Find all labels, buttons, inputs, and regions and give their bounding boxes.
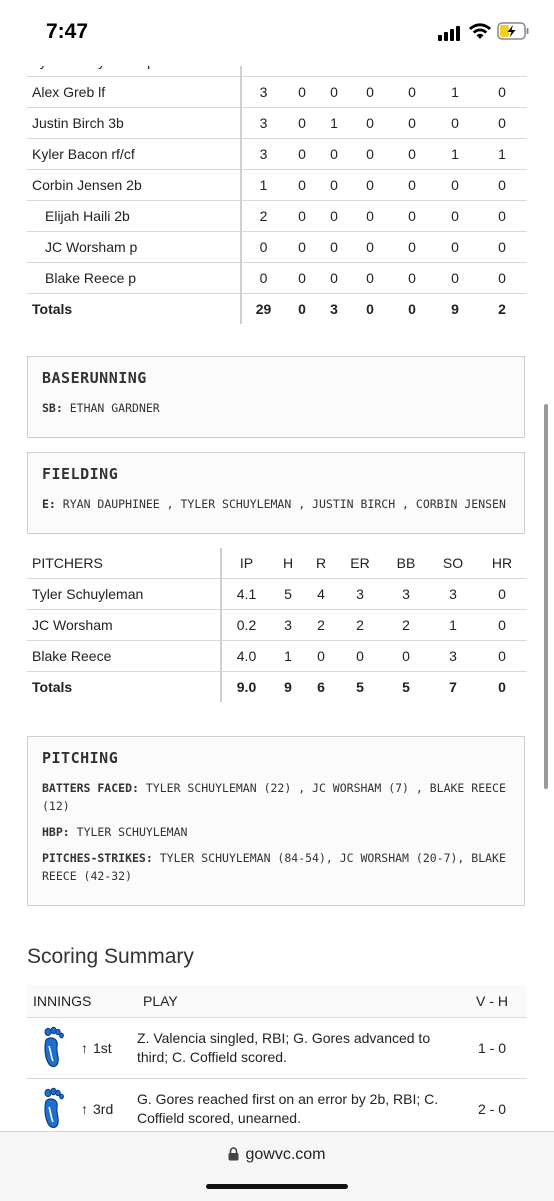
- column-header: R: [305, 548, 337, 579]
- batters-faced-label: BATTERS FACED:: [42, 781, 139, 795]
- stat-cell: 0: [391, 201, 433, 232]
- stat-cell: 3: [241, 108, 285, 139]
- player-name[interactable]: Kyler Bacon rf/cf: [27, 139, 241, 170]
- total-cell: 3: [330, 301, 338, 317]
- stat-cell: 0: [319, 77, 349, 108]
- stat-cell: 0: [477, 108, 527, 139]
- innings-header: INNINGS: [33, 993, 92, 1009]
- play-description: Z. Valencia singled, RBI; G. Gores advanced to third; C. Coffield scored.: [137, 1030, 431, 1065]
- stat-cell: 0: [349, 139, 391, 170]
- stat-cell: 3: [429, 579, 477, 610]
- total-cell: 0: [408, 301, 416, 317]
- stat-cell: 4.0: [221, 641, 271, 672]
- errors-text: RYAN DAUPHINEE , TYLER SCHUYLEMAN , JUSTIN BIRCH , CORBIN JENSEN: [62, 497, 506, 511]
- url-text: gowvc.com: [245, 1146, 326, 1163]
- stat-cell: 0: [391, 232, 433, 263]
- fielding-box: [27, 452, 525, 534]
- stat-cell: 0: [477, 170, 527, 201]
- batting-row: [27, 201, 527, 232]
- stat-cell: 2: [305, 610, 337, 641]
- errors-label: E:: [42, 497, 56, 511]
- stat-cell: 0: [285, 232, 319, 263]
- stat-cell: 0: [349, 77, 391, 108]
- pitching-box: [27, 736, 525, 906]
- totals-label: Totals: [27, 294, 241, 325]
- stat-cell: 0: [477, 263, 527, 294]
- browser-address-bar[interactable]: [0, 1131, 554, 1201]
- total-cell: 7: [449, 679, 457, 695]
- stat-cell: 0: [433, 232, 477, 263]
- total-cell: 5: [356, 679, 364, 695]
- scoring-summary-title: Scoring Summary: [27, 945, 194, 968]
- player-name[interactable]: Alex Greb lf: [27, 77, 241, 108]
- wifi-icon: [468, 22, 492, 40]
- inning-cell: [81, 1101, 137, 1117]
- stat-cell: 0: [319, 201, 349, 232]
- pitches-strikes-label: PITCHES-STRIKES:: [42, 851, 153, 865]
- stat-cell: 0: [477, 579, 527, 610]
- total-cell: 9: [451, 301, 459, 317]
- column-header: PITCHERS: [27, 548, 221, 579]
- fielding-title: FIELDING: [42, 465, 119, 483]
- fielding-line: [42, 495, 510, 513]
- stat-cell: 3: [241, 139, 285, 170]
- stat-cell: 0: [241, 232, 285, 263]
- stat-cell: 0.2: [221, 610, 271, 641]
- stat-cell: 0: [319, 232, 349, 263]
- status-time: 7:47: [46, 20, 89, 43]
- inning-label: 3rd: [93, 1101, 114, 1117]
- column-header: IP: [221, 548, 271, 579]
- baserunning-line: [42, 399, 510, 417]
- total-cell: 0: [366, 301, 374, 317]
- running-score: 2 - 0: [477, 1101, 506, 1117]
- total-cell: 6: [317, 679, 325, 695]
- scoring-row: [27, 1018, 527, 1079]
- stat-cell: 0: [349, 263, 391, 294]
- hbp-line: [42, 823, 510, 841]
- batters-faced-line: [42, 779, 510, 815]
- stat-cell: 0: [433, 108, 477, 139]
- stat-cell: 0: [391, 108, 433, 139]
- player-name[interactable]: Justin Birch 3b: [27, 108, 241, 139]
- pitcher-name[interactable]: JC Worsham: [27, 610, 221, 641]
- pitches-strikes-text: TYLER SCHUYLEMAN (84-54), JC WORSHAM (20-7), BLAKE REECE (42-32): [42, 851, 506, 883]
- stat-cell: 1: [433, 139, 477, 170]
- stat-cell: 0: [305, 641, 337, 672]
- pitching-title: PITCHING: [42, 749, 119, 767]
- batting-row: [27, 139, 527, 170]
- baserunning-title: BASERUNNING: [42, 369, 147, 387]
- pitchers-totals-row: [27, 672, 527, 703]
- total-cell: 9.0: [236, 679, 257, 695]
- pitchers-table: [27, 548, 527, 702]
- stat-cell: 0: [433, 201, 477, 232]
- stat-cell: 3: [429, 641, 477, 672]
- column-header: BB: [383, 548, 429, 579]
- batting-table: [27, 46, 527, 324]
- stat-cell: 0: [319, 170, 349, 201]
- stat-cell: 0: [391, 77, 433, 108]
- team-logo-footprint-icon: [27, 1026, 81, 1071]
- stat-cell: 0: [285, 77, 319, 108]
- stat-cell: 0: [383, 641, 429, 672]
- play-description: G. Gores reached first on an error by 2b, RBI; C. Coffield scored, unearned.: [137, 1091, 439, 1126]
- stat-cell: 0: [349, 201, 391, 232]
- stat-cell: 2: [337, 610, 383, 641]
- total-cell: 0: [298, 301, 306, 317]
- stat-cell: 0: [477, 641, 527, 672]
- pitcher-row: [27, 579, 527, 610]
- stat-cell: 2: [383, 610, 429, 641]
- sb-text: ETHAN GARDNER: [69, 401, 160, 415]
- score-header: V - H: [476, 993, 508, 1009]
- battery-charging-icon: [497, 22, 529, 40]
- stat-cell: 0: [241, 263, 285, 294]
- pitcher-name[interactable]: Blake Reece: [27, 641, 221, 672]
- hbp-label: HBP:: [42, 825, 70, 839]
- stat-cell: 0: [337, 641, 383, 672]
- home-indicator[interactable]: [206, 1184, 348, 1189]
- stat-cell: 0: [477, 77, 527, 108]
- batting-row: [27, 263, 527, 294]
- total-cell: 0: [498, 679, 506, 695]
- baserunning-box: [27, 356, 525, 438]
- hbp-text: TYLER SCHUYLEMAN: [76, 825, 188, 839]
- player-name[interactable]: JC Worsham p: [27, 232, 241, 263]
- batting-row: [27, 170, 527, 201]
- stat-cell: 3: [383, 579, 429, 610]
- stat-cell: 4.1: [221, 579, 271, 610]
- stat-cell: 4: [305, 579, 337, 610]
- stat-cell: 3: [337, 579, 383, 610]
- stat-cell: 0: [319, 263, 349, 294]
- stat-cell: 3: [241, 77, 285, 108]
- stat-cell: 0: [349, 232, 391, 263]
- batting-row: [27, 108, 527, 139]
- stat-cell: 0: [285, 263, 319, 294]
- pitcher-row: [27, 641, 527, 672]
- stat-cell: 0: [285, 201, 319, 232]
- column-header: HR: [477, 548, 527, 579]
- total-cell: 5: [402, 679, 410, 695]
- scoring-summary-header: [27, 985, 527, 1018]
- cellular-signal-icon: [438, 26, 460, 41]
- status-bar: [0, 0, 554, 66]
- stat-cell: 0: [477, 232, 527, 263]
- batting-row: [27, 232, 527, 263]
- stat-cell: 0: [477, 610, 527, 641]
- stat-cell: 0: [433, 170, 477, 201]
- pitcher-row: [27, 610, 527, 641]
- sb-label: SB:: [42, 401, 63, 415]
- stat-cell: 0: [391, 139, 433, 170]
- stat-cell: 0: [285, 139, 319, 170]
- stat-cell: 1: [433, 77, 477, 108]
- stat-cell: 1: [319, 108, 349, 139]
- stat-cell: 5: [271, 579, 305, 610]
- stat-cell: 0: [285, 108, 319, 139]
- stat-cell: 0: [391, 263, 433, 294]
- stat-cell: 2: [241, 201, 285, 232]
- batting-row: [27, 77, 527, 108]
- column-header: H: [271, 548, 305, 579]
- inning-label: 1st: [93, 1040, 112, 1056]
- pitcher-name[interactable]: Tyler Schuyleman: [27, 579, 221, 610]
- column-header: SO: [429, 548, 477, 579]
- team-logo-footprint-icon: [27, 1087, 81, 1132]
- total-cell: 29: [255, 301, 272, 317]
- stat-cell: 0: [433, 263, 477, 294]
- batters-faced-text: TYLER SCHUYLEMAN (22) , JC WORSHAM (7) , BLAKE REECE (12): [42, 781, 506, 813]
- stat-cell: 0: [285, 170, 319, 201]
- totals-label: Totals: [27, 672, 221, 703]
- lock-icon: [228, 1147, 239, 1161]
- batting-totals-row: [27, 294, 527, 325]
- player-name[interactable]: Elijah Haili 2b: [27, 201, 241, 232]
- stat-cell: 0: [319, 139, 349, 170]
- stat-cell: 1: [241, 170, 285, 201]
- top-inning-arrow-icon: ↑: [81, 1040, 88, 1056]
- play-header: PLAY: [143, 993, 178, 1009]
- pitches-strikes-line: [42, 849, 510, 885]
- column-header: ER: [337, 548, 383, 579]
- page-scrollbar[interactable]: [544, 404, 548, 789]
- stat-cell: 0: [349, 170, 391, 201]
- pitchers-header-row: [27, 548, 527, 579]
- total-cell: 9: [284, 679, 292, 695]
- top-inning-arrow-icon: ↑: [81, 1101, 88, 1117]
- url-display[interactable]: [0, 1146, 554, 1164]
- scoring-summary-table: [27, 985, 527, 1140]
- stat-cell: 1: [429, 610, 477, 641]
- stat-cell: 1: [477, 139, 527, 170]
- stat-cell: 0: [391, 170, 433, 201]
- inning-cell: [81, 1040, 137, 1056]
- stat-cell: 0: [477, 201, 527, 232]
- stat-cell: 3: [271, 610, 305, 641]
- running-score: 1 - 0: [477, 1040, 506, 1056]
- player-name[interactable]: Blake Reece p: [27, 263, 241, 294]
- total-cell: 2: [498, 301, 506, 317]
- stat-cell: 0: [349, 108, 391, 139]
- player-name[interactable]: Corbin Jensen 2b: [27, 170, 241, 201]
- stat-cell: 1: [271, 641, 305, 672]
